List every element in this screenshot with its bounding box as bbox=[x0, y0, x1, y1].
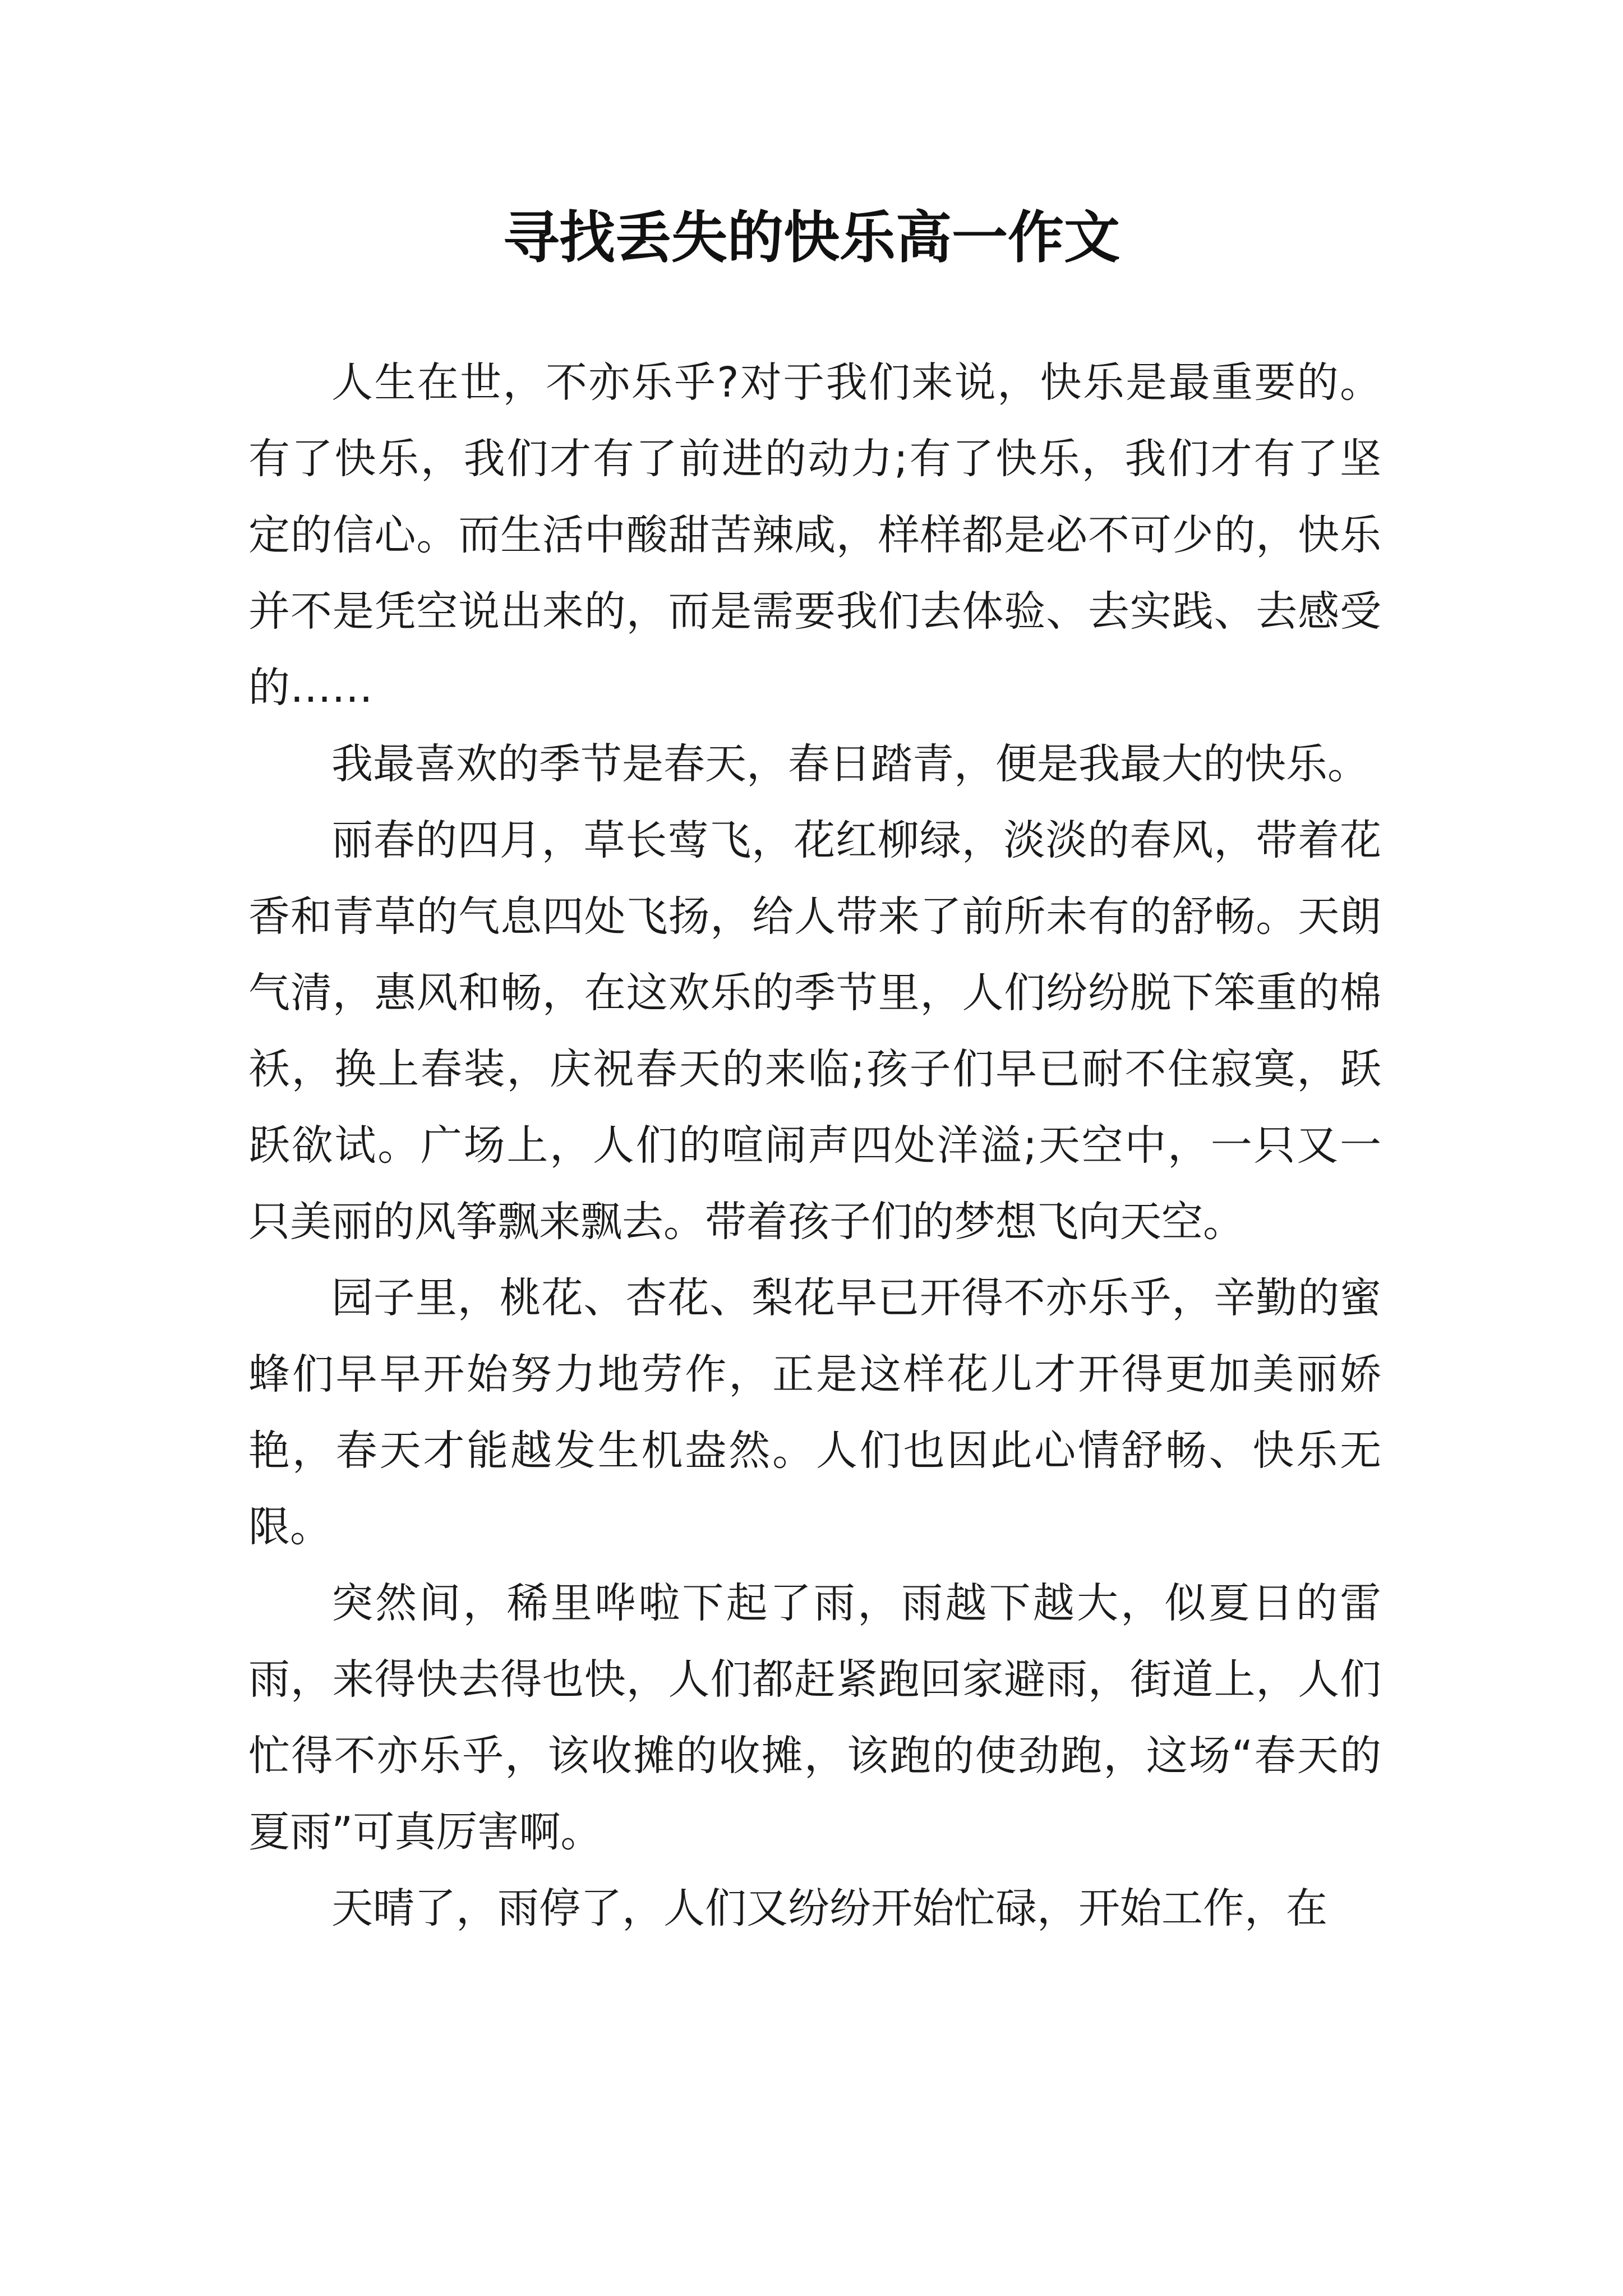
document-title: 寻找丢失的快乐高一作文 bbox=[503, 204, 1120, 270]
paragraph: 丽春的四月，草长莺飞，花红柳绿，淡淡的春风，带着花香和青草的气息四处飞扬，给人带来了前所未有的舒畅。天朗气清，惠风和畅，在这欢乐的季节里，人们纷纷脱下笨重的棉袄，换上春装，庆祝春天的来临;孩子们早已耐不住寂寞，跃跃欲试。广场上，人们的喧闹声四处洋溢;天空中，一只又一只美丽的风筝飘来飘去。带着孩子们的梦想飞向天空。 bbox=[248, 816, 1381, 1246]
paragraph: 突然间，稀里哗啦下起了雨，雨越下越大，似夏日的雷雨，来得快去得也快，人们都赶紧跑回家避雨，街道上，人们忙得不亦乐乎，该收摊的收摊，该跑的使劲跑，这场“春天的夏雨”可真厉害啊。 bbox=[248, 1579, 1381, 1856]
paragraph: 园子里，桃花、杏花、梨花早已开得不亦乐乎，辛勤的蜜蜂们早早开始努力地劳作，正是这样花儿才开得更加美丽娇艳，春天才能越发生机盎然。人们也因此心情舒畅、快乐无限。 bbox=[248, 1274, 1381, 1551]
paragraph: 人生在世，不亦乐乎?对于我们来说，快乐是最重要的。有了快乐，我们才有了前进的动力;有了快乐，我们才有了坚定的信心。而生活中酸甜苦辣咸，样样都是必不可少的，快乐并不是凭空说出来的，而是需要我们去体验、去实践、去感受的…… bbox=[248, 358, 1381, 712]
paragraph: 天晴了，雨停了，人们又纷纷开始忙碌，开始工作，在 bbox=[331, 1884, 1327, 1932]
paragraph: 我最喜欢的季节是春天，春日踏青，便是我最大的快乐。 bbox=[331, 740, 1369, 788]
document-body bbox=[248, 344, 1381, 1947]
